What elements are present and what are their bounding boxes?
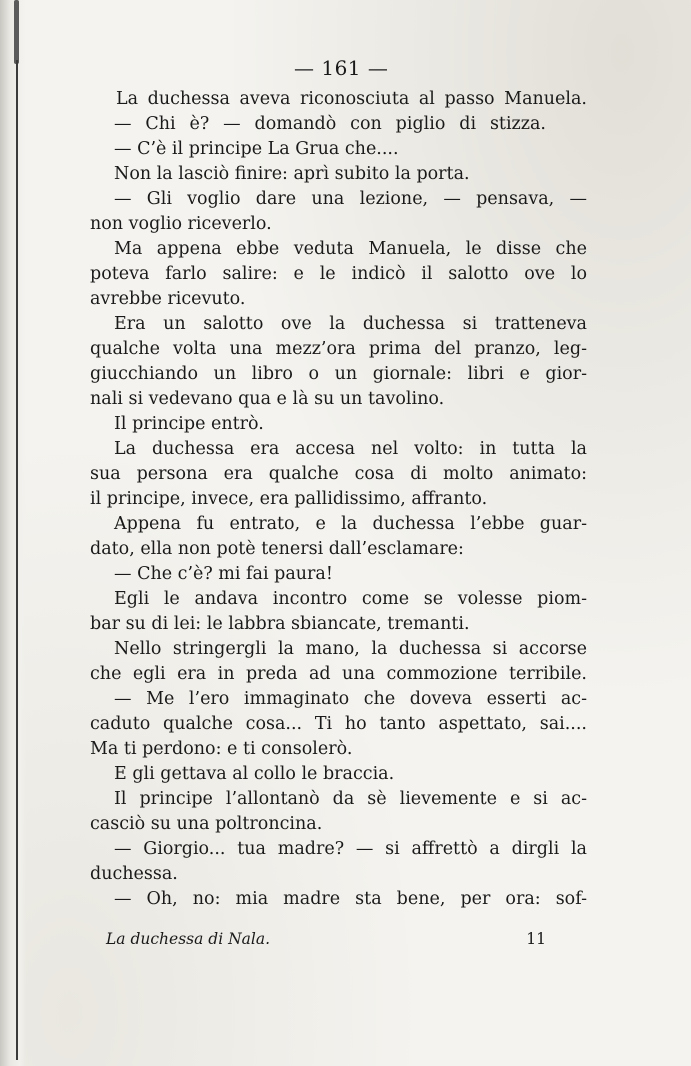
- text-line: La duchessa era accesa nel volto: in tutta la: [114, 439, 587, 459]
- text-line: — Me l’ero immaginato che doveva esserti ac-: [114, 689, 587, 709]
- text-line: nali si vedevano qua e là su un tavolino.: [90, 389, 445, 409]
- binding-mark: [14, 0, 19, 64]
- text-line: — Chi è? — domandò con piglio di stizza.: [114, 114, 546, 134]
- text-line: Appena fu entrato, e la duchessa l’ebbe guar-: [114, 514, 587, 534]
- signature-number: 11: [526, 930, 546, 948]
- page-gutter: [0, 0, 26, 1066]
- text-line: Ma ti perdono: e ti consolerò.: [90, 739, 353, 759]
- book-title-footer: La duchessa di Nala.: [106, 930, 271, 948]
- text-line: avrebbe ricevuto.: [90, 289, 246, 309]
- text-line: sua persona era qualche cosa di molto animato:: [90, 464, 587, 484]
- text-line: Non la lasciò finire: aprì subito la porta.: [114, 164, 470, 184]
- text-line: duchessa.: [90, 864, 178, 884]
- text-line: Egli le andava incontro come se volesse piom-: [114, 589, 587, 609]
- text-line: che egli era in preda ad una commozione terribile.: [90, 664, 587, 684]
- text-line: Il principe l’allontanò da sè lievemente e si ac-: [114, 789, 587, 809]
- text-line: dato, ella non potè tenersi dall’esclamare:: [90, 539, 464, 559]
- text-line: — Oh, no: mia madre sta bene, per ora: sof-: [114, 889, 587, 909]
- text-line: La duchessa aveva riconosciuta al passo Manuela.: [116, 89, 587, 109]
- text-line: caduto qualche cosa... Ti ho tanto aspettato, sai....: [90, 714, 587, 734]
- text-line: Era un salotto ove la duchessa si tratteneva: [114, 314, 587, 334]
- text-line: casciò su una poltroncina.: [90, 814, 323, 834]
- text-line: giucchiando un libro o un giornale: libri e gior-: [90, 364, 587, 384]
- text-line: — C’è il principe La Grua che....: [114, 139, 399, 159]
- text-line: Il principe entrò.: [114, 414, 264, 434]
- text-line: — Che c’è? mi fai paura!: [114, 564, 333, 584]
- body-text: [90, 87, 587, 912]
- page-number: — 161 —: [294, 56, 389, 80]
- binding-edge: [16, 60, 18, 1060]
- text-line: poteva farlo salire: e le indicò il salotto ove lo: [90, 264, 587, 284]
- text-line: — Giorgio... tua madre? — si affrettò a dirgli la: [114, 839, 587, 859]
- text-line: E gli gettava al collo le braccia.: [114, 764, 395, 784]
- text-line: Ma appena ebbe veduta Manuela, le disse che: [114, 239, 587, 259]
- text-line: non voglio riceverlo.: [90, 214, 272, 234]
- text-line: bar su di lei: le labbra sbiancate, tremanti.: [90, 614, 470, 634]
- text-line: il principe, invece, era pallidissimo, affranto.: [90, 489, 488, 509]
- page-footer: [106, 930, 546, 956]
- text-line: — Gli voglio dare una lezione, — pensava, —: [114, 189, 587, 209]
- text-line: qualche volta una mezz’ora prima del pranzo, leg-: [90, 339, 587, 359]
- text-line: Nello stringergli la mano, la duchessa si accorse: [114, 639, 587, 659]
